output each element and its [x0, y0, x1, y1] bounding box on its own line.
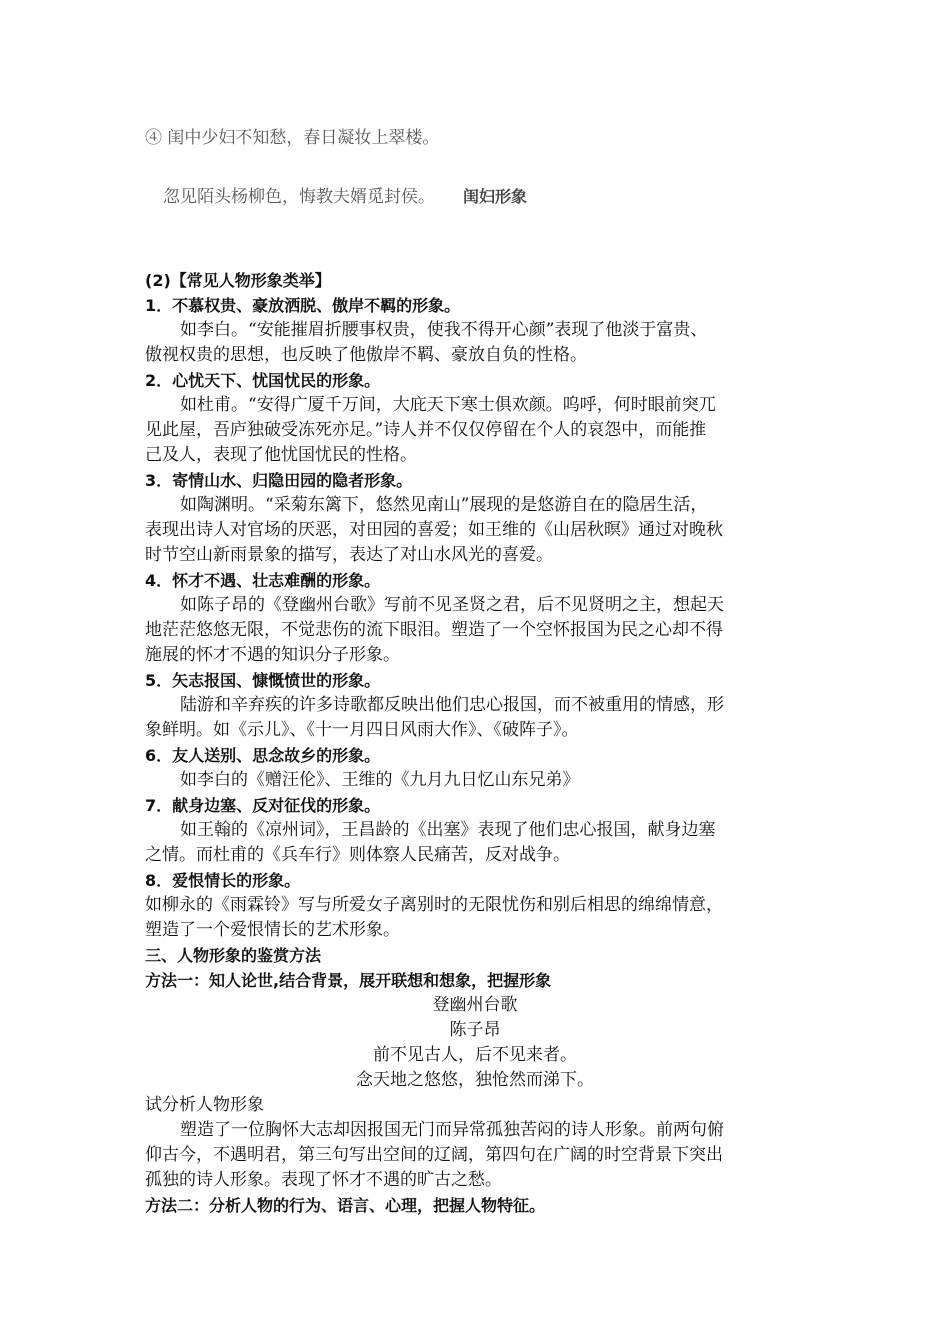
- item-text: 己及人，表现了他忧国忧民的性格。: [145, 445, 417, 465]
- item-text: 傲视权贵的思想，也反映了他傲岸不羁、豪放自负的性格。: [145, 345, 587, 365]
- item-text: 如李白的《赠汪伦》、王维的《九月九日忆山东兄弟》: [180, 770, 580, 790]
- item-text: 如杜甫。“安得广厦千万间，大庇天下寒士俱欢颜。呜呼，何时眼前突兀: [180, 395, 716, 415]
- poem-line-2-text: 忽见陌头杨柳色，悔教夫婿觅封侯。: [163, 187, 435, 207]
- method-1-heading: 方法一：知人论世,结合背景，展开联想和想象，把握形象: [145, 971, 552, 990]
- item-title: 8．爱恨情长的形象。: [145, 871, 301, 890]
- poem-tag: 闺妇形象: [463, 187, 528, 206]
- item-text: 如王翰的《凉州词》，王昌龄的《出塞》表现了他们忠心报国，献身边塞: [180, 820, 716, 840]
- item-text: 如柳永的《雨霖铃》写与所爱女子离别时的无限忧伤和别后相思的绵绵情意，: [145, 895, 723, 915]
- item-title: 6．友人送别、思念故乡的形象。: [145, 746, 381, 765]
- item-text: 陆游和辛弃疾的许多诗歌都反映出他们忠心报国，而不被重用的情感，形: [180, 695, 724, 715]
- item-text: 如陈子昂的《登幽州台歌》写前不见圣贤之君，后不见贤明之主，想起天: [180, 595, 724, 615]
- item-title: 5．矢志报国、慷慨愤世的形象。: [145, 671, 381, 690]
- poem-line-2: [163, 184, 527, 210]
- poem-title: 登幽州台歌: [432, 995, 518, 1015]
- answer-text: 塑造了一位胸怀大志却因报国无门而异常孤独苦闷的诗人形象。前两句俯: [180, 1120, 724, 1140]
- item-text: 如陶渊明。“采菊东篱下，悠然见南山”展现的是悠游自在的隐居生活，: [180, 495, 708, 515]
- item-title: 4．怀才不遇、壮志难酬的形象。: [145, 571, 381, 590]
- item-text: 如李白。“安能摧眉折腰事权贵，使我不得开心颜”表现了他淡于富贵、: [180, 320, 708, 340]
- item-text: 象鲜明。如《示儿》、《十一月四日风雨大作》、《破阵子》。: [145, 720, 579, 740]
- item-text: 施展的怀才不遇的知识分子形象。: [145, 645, 400, 665]
- question-text: 试分析人物形象: [145, 1095, 264, 1115]
- item-text: 地茫茫悠悠无限，不觉悲伤的流下眼泪。塑造了一个空怀报国为民之心却不得: [145, 620, 723, 640]
- item-text: 表现出诗人对官场的厌恶，对田园的喜爱；如王维的《山居秋暝》通过对晚秋: [145, 520, 723, 540]
- item-text: 塑造了一个爱恨情长的艺术形象。: [145, 920, 400, 940]
- section3-heading: 三、人物形象的鉴赏方法: [145, 946, 322, 965]
- item-text: 之情。而杜甫的《兵车行》则体察人民痛苦，反对战争。: [145, 845, 570, 865]
- item-title: 7．献身边塞、反对征伐的形象。: [145, 796, 381, 815]
- item-title: 1．不慕权贵、豪放洒脱、傲岸不羁的形象。: [145, 296, 461, 315]
- section2-heading: (2)【常见人物形象类举】: [145, 271, 331, 290]
- item-text: 时节空山新雨景象的描写，表达了对山水风光的喜爱。: [145, 545, 553, 565]
- item-title: 2．心忧天下、忧国忧民的形象。: [145, 371, 381, 390]
- poem-author: 陈子昂: [449, 1020, 501, 1040]
- poem-verse-2: 念天地之悠悠，独怆然而涕下。: [356, 1070, 594, 1090]
- answer-text: 仰古今，不遇明君，第三句写出空间的辽阔，第四句在广阔的时空背景下突出: [145, 1145, 723, 1165]
- poem-line-1: ④ 闺中少妇不知愁，春日凝妆上翠楼。: [145, 128, 440, 148]
- poem-verse-1: 前不见古人，后不见来者。: [373, 1045, 577, 1065]
- item-title: 3．寄情山水、归隐田园的隐者形象。: [145, 471, 413, 490]
- method-2-heading: 方法二：分析人物的行为、语言、心理，把握人物特征。: [145, 1196, 546, 1215]
- item-text: 见此屋，吾庐独破受冻死亦足。”诗人并不仅仅停留在个人的哀怨中，而能推: [145, 420, 707, 440]
- answer-text: 孤独的诗人形象。表现了怀才不遇的旷古之愁。: [145, 1170, 502, 1190]
